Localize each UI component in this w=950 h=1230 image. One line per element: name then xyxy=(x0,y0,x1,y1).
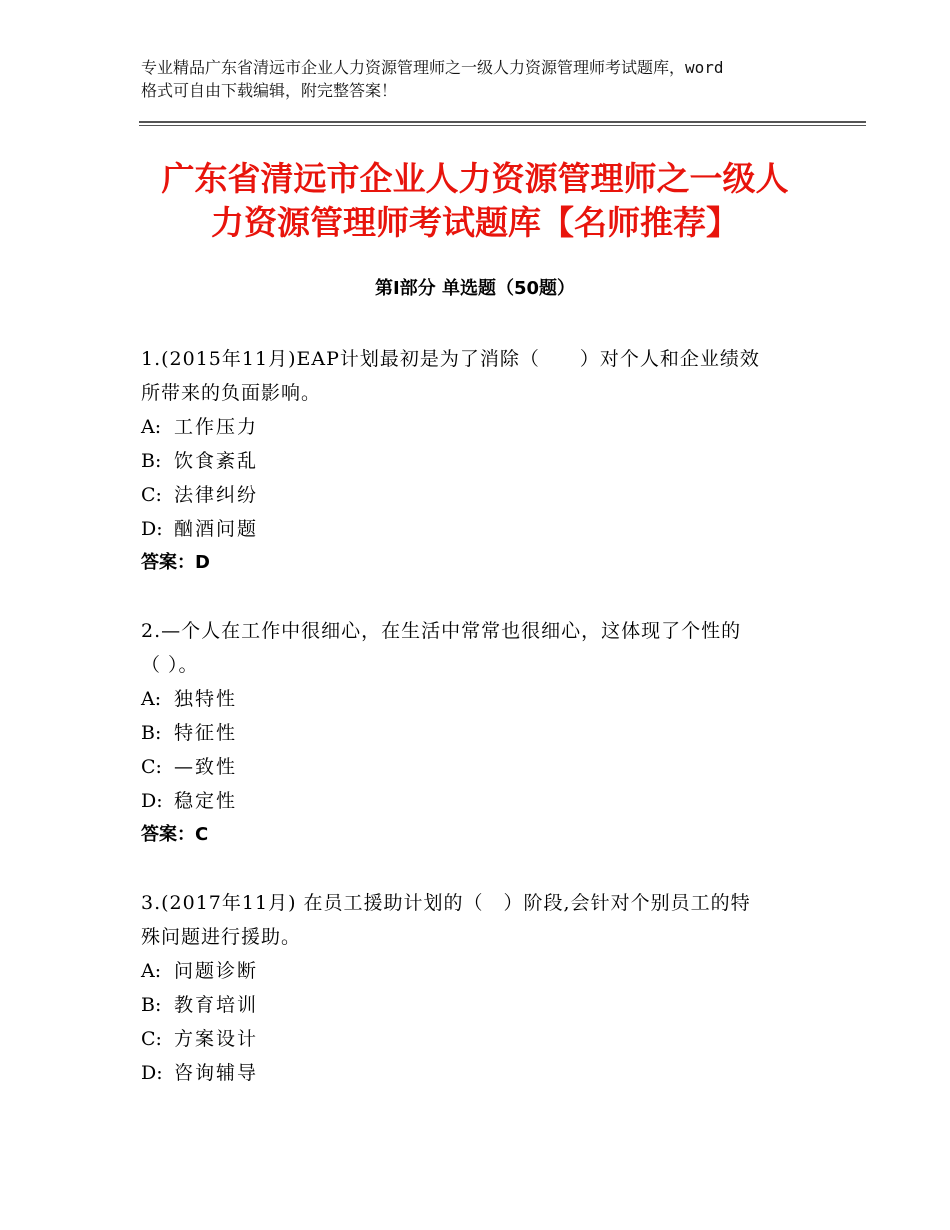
option-key: B: xyxy=(141,450,162,472)
option-a xyxy=(141,682,821,716)
option-text: 咨询辅导 xyxy=(174,1062,259,1084)
question-stem-line-2: 殊问题进行援助。 xyxy=(141,926,302,948)
option-text: —致性 xyxy=(174,756,238,778)
option-text: 问题诊断 xyxy=(174,960,259,982)
option-d xyxy=(141,512,821,546)
question-stem xyxy=(141,886,821,954)
question-1 xyxy=(141,342,821,580)
option-key: B: xyxy=(141,722,162,744)
question-2 xyxy=(141,614,821,852)
question-stem-line-2: （ ）。 xyxy=(141,654,199,676)
option-text: 饮食紊乱 xyxy=(174,450,259,472)
option-text: 工作压力 xyxy=(174,416,259,438)
option-text: 教育培训 xyxy=(174,994,259,1016)
option-d xyxy=(141,1056,821,1090)
document-title-line-1: 广东省清远市企业人力资源管理师之一级人 xyxy=(161,159,789,198)
option-text: 酗酒问题 xyxy=(174,518,259,540)
question-stem-line-1: 3.(2017年11月) 在员工援助计划的（ ）阶段,会针对个别员工的特 xyxy=(141,892,751,914)
option-key: C: xyxy=(141,484,162,506)
question-3 xyxy=(141,886,821,1090)
option-key: C: xyxy=(141,756,162,778)
option-key: A: xyxy=(141,416,162,438)
document-title-line-2: 力资源管理师考试题库【名师推荐】 xyxy=(211,203,739,242)
option-a xyxy=(141,954,821,988)
option-text: 法律纠纷 xyxy=(174,484,259,506)
header-note-line-1: 专业精品广东省清远市企业人力资源管理师之一级人力资源管理师考试题库，word xyxy=(141,58,724,77)
question-stem-line-2: 所带来的负面影响。 xyxy=(141,382,322,404)
option-key: D: xyxy=(141,790,163,812)
option-d xyxy=(141,784,821,818)
option-key: B: xyxy=(141,994,162,1016)
option-text: 独特性 xyxy=(174,688,238,710)
document-title xyxy=(100,157,850,245)
option-text: 方案设计 xyxy=(174,1028,259,1050)
header-note xyxy=(141,56,831,102)
question-stem xyxy=(141,614,821,682)
option-c xyxy=(141,478,821,512)
header-divider-thick xyxy=(139,121,866,123)
option-key: A: xyxy=(141,960,162,982)
section-heading: 第Ⅰ部分 单选题（50题） xyxy=(374,278,575,299)
option-key: D: xyxy=(141,1062,163,1084)
question-stem-line-1: 1.(2015年11月)EAP计划最初是为了消除（ ）对个人和企业绩效 xyxy=(141,348,760,370)
option-b xyxy=(141,444,821,478)
option-c xyxy=(141,1022,821,1056)
question-stem-line-1: 2.—个人在工作中很细心，在生活中常常也很细心，这体现了个性的 xyxy=(141,620,742,642)
option-b xyxy=(141,988,821,1022)
option-b xyxy=(141,716,821,750)
option-key: D: xyxy=(141,518,163,540)
option-a xyxy=(141,410,821,444)
option-text: 稳定性 xyxy=(174,790,238,812)
answer-line: 答案：C xyxy=(141,824,209,845)
header-note-line-2: 格式可自由下载编辑，附完整答案！ xyxy=(141,81,398,100)
option-text: 特征性 xyxy=(174,722,238,744)
option-key: A: xyxy=(141,688,162,710)
header-divider-thin xyxy=(139,125,866,126)
option-key: C: xyxy=(141,1028,162,1050)
question-stem xyxy=(141,342,821,410)
option-c xyxy=(141,750,821,784)
answer-line: 答案：D xyxy=(141,552,210,573)
